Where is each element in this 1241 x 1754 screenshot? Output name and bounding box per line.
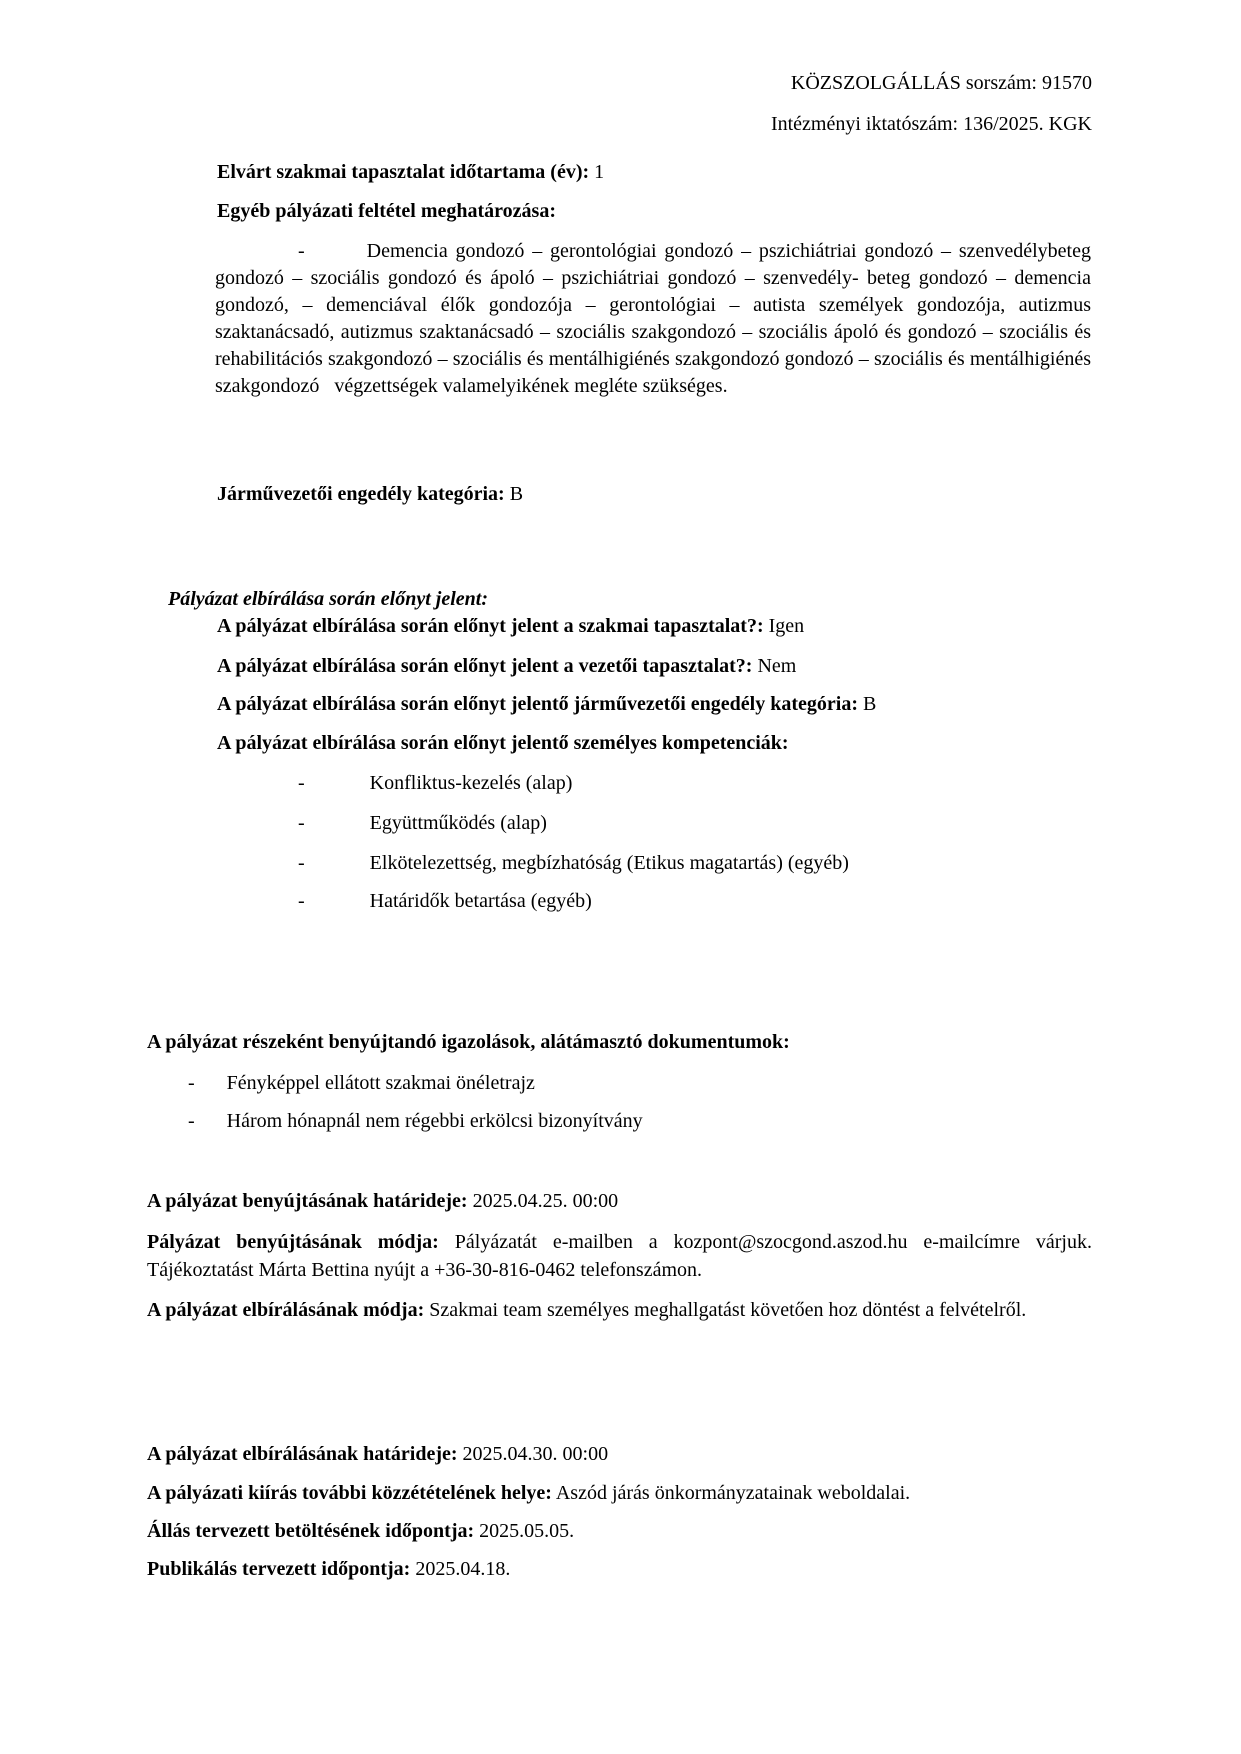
list-item-document (188, 1108, 643, 1135)
field-label: Egyéb pályázati feltétel meghatározása: (217, 200, 556, 222)
field-value: Aszód járás önkormányzatainak weboldalai. (551, 1482, 911, 1504)
field-publication-places (147, 1480, 910, 1507)
field-value: Pályázatát e-mailben a kozpont@szocgond.aszod.hu e-mailcímre várjuk. Tájékoztatást Márta Bettina nyújt a +36-30-816-0462 telefonszámon. (147, 1231, 1092, 1281)
advantages-heading (168, 586, 488, 613)
field-label: Pályázat benyújtásának módja: (147, 1231, 439, 1253)
field-label: Járművezetői engedély kategória: (217, 483, 505, 505)
field-value: 1 (589, 161, 605, 183)
registry-number-line (771, 111, 1092, 138)
field-value: Igen (763, 615, 805, 637)
field-publication-date (147, 1556, 510, 1583)
field-label: A pályázat elbírálásának határideje: (147, 1443, 458, 1465)
field-value: 2025.04.30. 00:00 (457, 1443, 609, 1465)
field-evaluation-method (147, 1296, 1092, 1324)
field-submission-deadline (147, 1188, 618, 1215)
advantages-heading-text: Pályázat elbírálása során előnyt jelent: (168, 588, 488, 610)
dash-bullet: - (298, 890, 305, 912)
field-value: 2025.04.25. 00:00 (467, 1190, 619, 1212)
dash-bullet: - (298, 852, 305, 874)
list-item-document (188, 1070, 535, 1097)
list-item-competency (298, 810, 547, 837)
field-value: 2025.04.18. (410, 1558, 511, 1580)
field-value: 2025.05.05. (474, 1520, 575, 1542)
field-value: Nem (752, 655, 797, 677)
list-item-text: Határidők betartása (egyéb) (369, 890, 592, 912)
registry-number-text: Intézményi iktatószám: 136/2025. KGK (770, 113, 1092, 135)
serial-number-line (791, 70, 1092, 97)
serial-number-text: KÖZSZOLGÁLLÁS sorszám: 91570 (790, 72, 1092, 94)
list-item-text: Fényképpel ellátott szakmai önéletrajz (226, 1072, 535, 1094)
field-value: Szakmai team személyes meghallgatást követően hoz döntést a felvételről. (424, 1299, 1027, 1321)
list-item-text: Három hónapnál nem régebbi erkölcsi bizonyítvány (226, 1110, 643, 1132)
tab-spacer (305, 868, 370, 869)
qualifications-paragraph (215, 238, 1091, 400)
tab-spacer (195, 1088, 227, 1089)
documents-heading (147, 1029, 790, 1056)
list-item-competency (298, 850, 849, 877)
field-label: Publikálás tervezett időpontja: (147, 1558, 411, 1580)
dash-bullet: - (298, 240, 305, 262)
field-label: A pályázat elbírálása során előnyt jelentő járművezetői engedély kategória: (217, 693, 858, 715)
list-item-text: Konfliktus-kezelés (alap) (369, 772, 573, 794)
field-label: Állás tervezett betöltésének időpontja: (147, 1520, 475, 1542)
field-label: A pályázat elbírálása során előnyt jelent a szakmai tapasztalat?: (217, 615, 764, 637)
list-item-competency (298, 770, 572, 797)
field-driving-license (217, 481, 523, 508)
qualifications-text: Demencia gondozó – gerontológiai gondozó – pszichiátriai gondozó – szenvedélybeteg gondozó – szociális gondozó és ápoló – pszichiátriai gondozó – szenvedély- beteg gondozó – demencia gondozó, – demenciával élők gondozója – gerontológiai – autista személyek gondozója, autizmus szaktanácsadó, autizmus szaktanácsadó – szociális szakgondozó – szociális ápoló és gondozó – szociális és rehabilitációs szakgondozó – szociális és mentálhigiénés szakgondozó gondozó – szociális és mentálhigiénés szakgondozó végzettségek valamelyikének megléte szükséges. (215, 240, 1091, 397)
documents-heading-text: A pályázat részeként benyújtandó igazolások, alátámasztó dokumentumok: (147, 1031, 790, 1053)
tab-spacer (305, 828, 370, 829)
field-label: A pályázat elbírálása során előnyt jelentő személyes kompetenciák: (217, 732, 789, 754)
field-label: A pályázati kiírás további közzétételének helye: (147, 1482, 552, 1504)
field-label: A pályázat elbírálása során előnyt jelent a vezetői tapasztalat?: (217, 655, 753, 677)
field-advantage-competencies (217, 730, 789, 757)
dash-bullet: - (298, 812, 305, 834)
dash-bullet: - (188, 1072, 195, 1094)
field-label: Elvárt szakmai tapasztalat időtartama (év): (217, 161, 590, 183)
field-value: B (858, 693, 877, 715)
list-item-competency (298, 888, 592, 915)
dash-bullet: - (298, 772, 305, 794)
list-item-text: Elkötelezettség, megbízhatóság (Etikus magatartás) (egyéb) (369, 852, 849, 874)
dash-bullet: - (188, 1110, 195, 1132)
field-evaluation-deadline (147, 1441, 608, 1468)
field-advantage-experience (217, 613, 804, 640)
field-advantage-leadership (217, 653, 796, 680)
field-value: B (504, 483, 524, 505)
field-position-start-date (147, 1518, 574, 1545)
field-expected-experience (217, 159, 604, 186)
list-item-text: Együttműködés (alap) (369, 812, 547, 834)
tab-spacer (195, 1126, 227, 1127)
field-submission-method (147, 1228, 1092, 1284)
field-label: A pályázat benyújtásának határideje: (147, 1190, 468, 1212)
field-label: A pályázat elbírálásának módja: (147, 1299, 425, 1321)
tab-spacer (305, 788, 370, 789)
field-advantage-license (217, 691, 876, 718)
tab-spacer (305, 256, 367, 257)
tab-spacer (305, 906, 370, 907)
field-other-condition (217, 198, 556, 225)
